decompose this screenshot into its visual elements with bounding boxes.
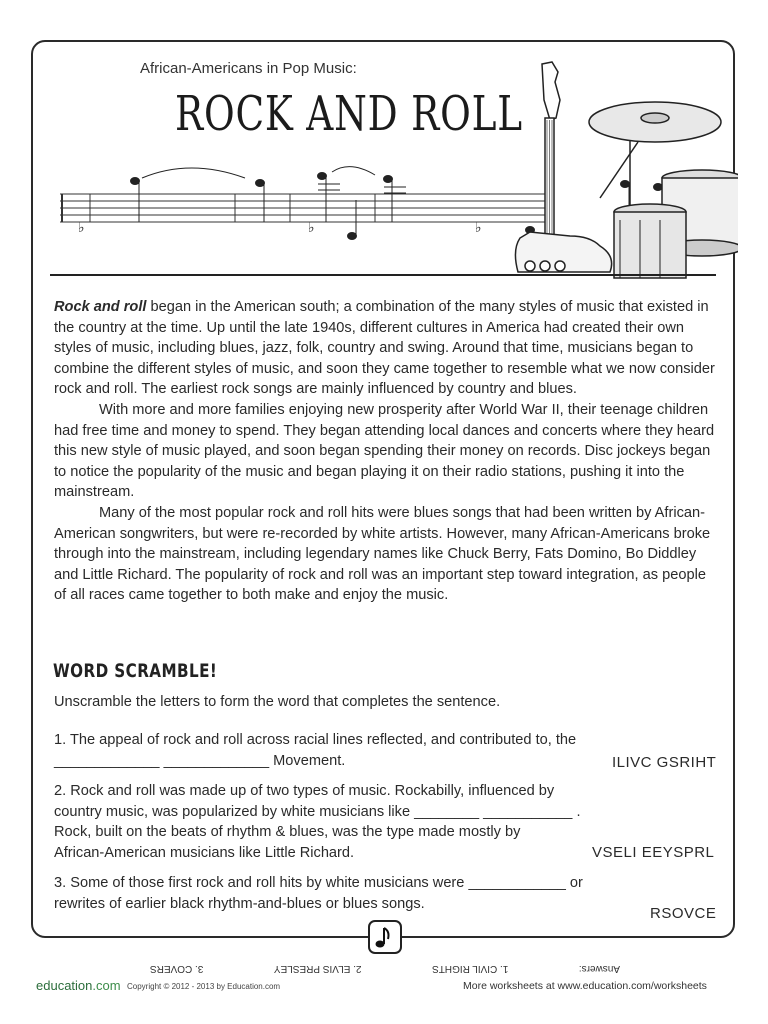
article-lead: Rock and roll <box>54 299 147 315</box>
article-paragraph-1 <box>54 297 722 400</box>
article-paragraph-2: With more and more families enjoying new prosperity after World War II, their teenage children had free time and money to spend. They began attending local dances and concerts where they heard this new style of music played, and soon began spending their money on records. Disc jockeys began to notice the popularity of the music and began playing it on their radio stations, pushing it into the mainstream. <box>54 401 715 501</box>
answer-1: 1. CIVIL RIGHTS <box>432 963 509 975</box>
guitar-icon <box>515 62 611 272</box>
education-logo[interactable] <box>36 978 121 993</box>
scramble-instructions: Unscramble the letters to form the word that completes the sentence. <box>54 694 501 710</box>
answer-3: 3. COVERS <box>150 963 204 975</box>
word-scramble-title: WORD SCRAMBLE! <box>53 660 218 682</box>
logo-suffix: .com <box>92 978 121 993</box>
music-staff <box>60 194 550 222</box>
upside-down-answers <box>150 961 620 977</box>
header-divider <box>50 274 716 276</box>
drum-kit-icon <box>589 102 738 278</box>
page-subtitle: African-Americans in Pop Music: <box>140 60 357 77</box>
question-3-letters: RSOVCE <box>650 905 717 922</box>
article-paragraph-1-text: began in the American south; a combination of the many styles of music that existed in the country at the time. Up until the late 1940s, different cultures in America had created their own styles of music, including blues, jazz, folk, country and swing. Around that time, musicians began to combine the different styles of music, and soon they came together to resemble what we now consider rock and roll. The earliest rock songs are mainly influenced by country and blues. <box>54 299 715 398</box>
question-1-letters: ILIVC GSRIHT <box>612 754 717 771</box>
flat-icon: ♭ <box>475 220 482 236</box>
music-note-icon <box>374 925 396 949</box>
question-3-line-2: rewrites of earlier black rhythm-and-blues or blues songs. <box>54 895 425 912</box>
music-notes <box>131 167 663 240</box>
article-paragraph-3: Many of the most popular rock and roll hits were blues songs that had been written by African-American songwriters, but were re-recorded by white artists. However, many African-Americans broke through into the mainstream, including legendary names like Chuck Berry, Fats Domino, Bo Diddley and Little Richard. The popularity of rock and roll was an important step toward integration, as people of all races came together to both make and enjoy the music. <box>54 504 711 604</box>
page-title: ROCK AND ROLL <box>175 86 523 142</box>
question-3-line-1[interactable]: 3. Some of those first rock and roll hits by white musicians were ____________ or <box>54 875 583 891</box>
music-note-badge <box>368 920 402 954</box>
question-2-line-1: 2. Rock and roll was made up of two types of music. Rockabilly, influenced by <box>54 783 555 799</box>
question-2-line-4: African-American musicians like Little Richard. <box>54 844 355 861</box>
question-1-line-1: 1. The appeal of rock and roll across racial lines reflected, and contributed to, the <box>54 732 577 748</box>
question-1-line-2[interactable]: _____________ _____________ Movement. <box>54 752 346 769</box>
question-2 <box>54 781 654 863</box>
question-2-letters: VSELI EEYSPRL <box>592 844 715 861</box>
copyright: Copyright © 2012 - 2013 by Education.com <box>127 982 281 991</box>
question-1 <box>54 730 644 771</box>
flat-icon: ♭ <box>308 220 315 236</box>
answers-label: Answers: <box>578 963 620 975</box>
logo-text: education <box>36 978 93 993</box>
question-2-line-2[interactable]: country music, was popularized by white musicians like ________ ___________ . <box>54 803 581 820</box>
more-worksheets-link[interactable]: More worksheets at www.education.com/worksheets <box>463 980 707 992</box>
question-3 <box>54 873 644 914</box>
flat-icon: ♭ <box>78 220 85 236</box>
question-2-line-3: Rock, built on the beats of rhythm & blues, was the type made mostly by <box>54 824 521 840</box>
answer-2: 2. ELVIS PRESLEY <box>273 963 362 975</box>
article-body <box>54 297 722 606</box>
